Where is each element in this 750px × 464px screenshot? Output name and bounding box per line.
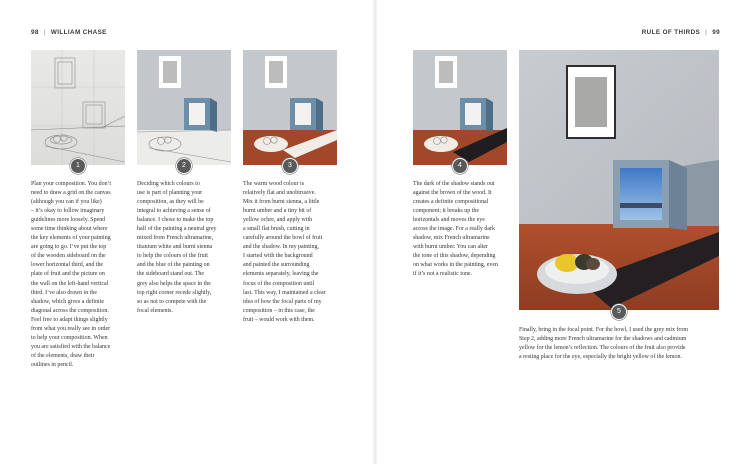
text-line: The dark of the shadow stands out: [413, 181, 495, 187]
text-line: against the brown of the wood. It: [413, 190, 492, 197]
text-line: the key elements of your painting: [31, 235, 111, 242]
text-line: Step 2, adding more French ultramarine for the shadows and cadmium: [519, 336, 687, 343]
chapter-title: RULE OF THIRDS: [641, 29, 701, 36]
text-line: and the shadow. In my painting,: [243, 244, 319, 251]
text-line: and painted the surrounding: [243, 262, 310, 269]
step-5-badge: 5: [611, 304, 627, 320]
text-line: are going to go. I’ve put the top: [31, 244, 107, 251]
header-separator: |: [705, 29, 708, 36]
text-line: grey also helps the space in the: [137, 280, 211, 287]
text-line: lower horizontal third, and the: [31, 262, 104, 269]
step-1-image: [31, 50, 125, 165]
text-line: of the elements, draw their: [31, 352, 95, 359]
text-line: diagonal across the composition.: [31, 307, 109, 314]
text-line: Feel free to adapt things slightly: [31, 316, 108, 323]
step-2-badge: 2: [176, 158, 192, 174]
book-gutter: [372, 0, 378, 464]
left-page-number: 98: [31, 29, 39, 36]
text-line: shadow, mix French ultramarine: [413, 235, 490, 242]
text-line: the wall on the left-hand vertical: [31, 280, 109, 287]
text-line: on what works in the painting, even: [413, 262, 498, 269]
text-line: to help the colours of the fruit: [137, 253, 208, 260]
text-line: The warm wood colour is: [243, 181, 305, 187]
text-line: last. This way, I maintained a clear: [243, 289, 326, 296]
text-line: composition, as they will be: [137, 199, 204, 206]
text-line: shadow, which gives a definite: [31, 298, 104, 305]
text-line: a small flat brush, cutting in: [243, 226, 310, 233]
step-5-image: [519, 50, 719, 310]
text-line: you are satisfied with the balance: [31, 343, 111, 350]
text-line: and the blue of the painting on: [137, 262, 210, 269]
text-line: burnt umber and a tiny bit of: [243, 208, 312, 215]
step-3-badge: 3: [282, 158, 298, 174]
text-line: horizontals and moves the eye: [413, 217, 485, 224]
left-running-head: [31, 29, 107, 36]
text-line: a resting place for the eye, especially the bright yellow of the lemon.: [519, 354, 682, 361]
text-line: component; it breaks up the: [413, 208, 479, 215]
text-line: outlines in pencil.: [31, 361, 74, 368]
text-line: the tone of this shadow, depending: [413, 253, 496, 260]
right-page-number: 99: [712, 29, 720, 36]
text-line: composition – in this case, the: [243, 307, 315, 314]
step-1-badge: 1: [70, 158, 86, 174]
text-line: balance. I chose to make the top: [137, 217, 214, 224]
step-5-text: [519, 326, 723, 362]
text-line: the sideboard stand out. The: [137, 271, 205, 278]
text-line: yellow for the lemon’s reflection. The colours of the fruit also provide: [519, 345, 686, 352]
text-line: idea of how the focal parts of my: [243, 298, 322, 305]
step-4-badge: 4: [452, 158, 468, 174]
text-line: to help your composition. When: [31, 334, 108, 341]
step-3-image: [243, 50, 337, 165]
text-line: creates a definite compositional: [413, 199, 489, 206]
text-line: top right corner recede slightly,: [137, 289, 212, 296]
text-line: relatively flat and unobtrusive.: [243, 190, 316, 197]
text-line: integral to achieving a sense of: [137, 208, 211, 215]
text-line: – it’s okay to follow imaginary: [31, 208, 105, 215]
text-line: so as not to compete with the: [137, 298, 207, 305]
text-line: across the image. For a really dark: [413, 226, 495, 233]
text-line: mixed from French ultramarine,: [137, 235, 214, 242]
text-line: focus of the composition until: [243, 280, 315, 287]
step-4-image: [413, 50, 507, 165]
author-name: WILLIAM CHASE: [50, 29, 107, 36]
step-3-text: [243, 180, 343, 325]
text-line: use is part of planning your: [137, 190, 203, 197]
text-line: fruit – would work with them.: [243, 316, 315, 323]
text-line: if it’s not a realistic tone.: [413, 271, 473, 278]
step-1-text: [31, 180, 131, 370]
text-line: Mix it from burnt sienna, a little: [243, 199, 320, 206]
text-line: I started with the background: [243, 253, 313, 260]
text-line: Finally, bring in the focal point. For the bowl, I used the grey mix from: [519, 327, 688, 333]
text-line: elements separately, leaving the: [243, 271, 319, 278]
text-line: Deciding which colours to: [137, 181, 200, 187]
text-line: third. I’ve also drawn in the: [31, 289, 97, 296]
text-line: from what you really see in order: [31, 325, 111, 332]
text-line: (although you can if you like): [31, 199, 102, 206]
text-line: need to draw a grid on the canvas: [31, 190, 111, 197]
text-line: of the wooden sideboard on the: [31, 253, 106, 260]
text-line: plate of fruit and the picture on: [31, 271, 105, 278]
text-line: Plan your composition. You don’t: [31, 181, 112, 187]
step-4-text: [413, 180, 513, 280]
text-line: focal elements.: [137, 307, 173, 314]
step-2-image: [137, 50, 231, 165]
text-line: with burnt umber. You can alter: [413, 244, 489, 251]
header-separator: |: [43, 29, 46, 36]
text-line: carefully around the bowl of fruit: [243, 235, 323, 242]
text-line: yellow ochre, and apply with: [243, 217, 313, 224]
text-line: half of the painting a neutral grey: [137, 226, 217, 233]
text-line: some time thinking about where: [31, 226, 108, 233]
right-running-head: [642, 29, 720, 36]
step-2-text: [137, 180, 237, 316]
text-line: guidelines more loosely. Spend: [31, 217, 106, 224]
text-line: titanium white and burnt sienna: [137, 244, 213, 251]
